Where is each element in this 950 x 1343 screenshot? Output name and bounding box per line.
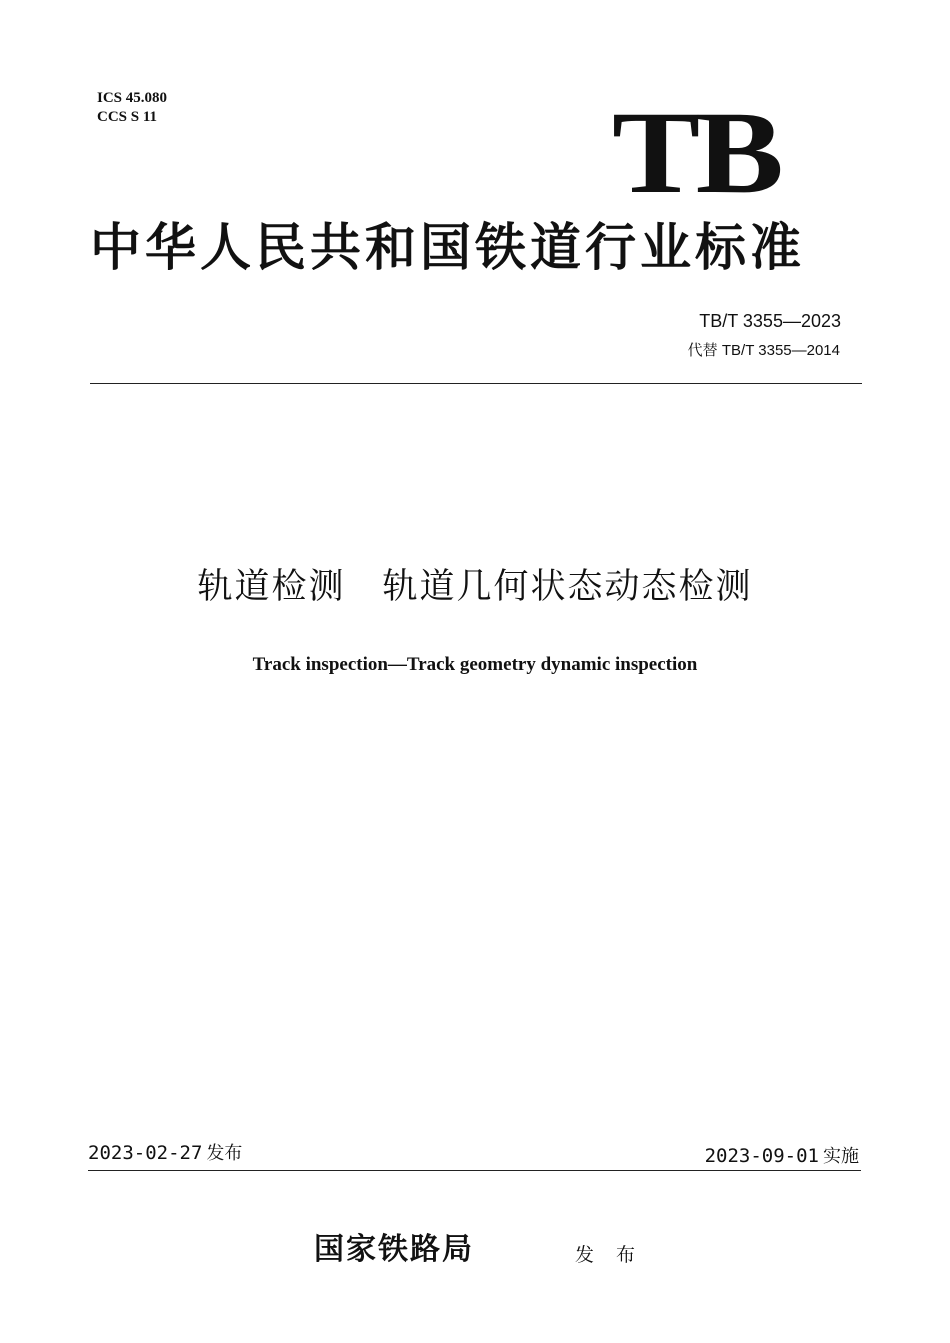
ccs-code: CCS S 11: [97, 109, 158, 125]
document-title-chinese: 轨道检测 轨道几何状态动态检测: [197, 567, 753, 607]
top-divider: [90, 383, 862, 384]
publisher-name: 国家铁路局: [314, 1232, 474, 1267]
implementation-date-line: [705, 1144, 859, 1169]
replaces-label: 代替: [687, 342, 718, 359]
tb-logo: TB: [612, 87, 780, 218]
replaces-number: TB/T 3355—2014: [721, 342, 840, 359]
ics-code: ICS 45.080: [97, 90, 168, 106]
document-title-english: Track inspection—Track geometry dynamic inspection: [252, 654, 698, 675]
standard-category-title: 中华人民共和国铁道行业标准: [90, 218, 806, 278]
bottom-divider: [88, 1170, 861, 1171]
issue-label: 发布: [206, 1143, 243, 1164]
standard-number-text: TB/T 3355—2023: [699, 311, 841, 331]
publisher-label: 发 布: [575, 1244, 644, 1266]
replaces-line: [688, 341, 840, 361]
implementation-date: 2023-09-01: [704, 1145, 819, 1167]
issue-date-line: [88, 1141, 242, 1166]
standard-number: [699, 309, 841, 333]
implementation-label: 实施: [823, 1146, 859, 1167]
issue-date: 2023-02-27: [88, 1142, 203, 1164]
